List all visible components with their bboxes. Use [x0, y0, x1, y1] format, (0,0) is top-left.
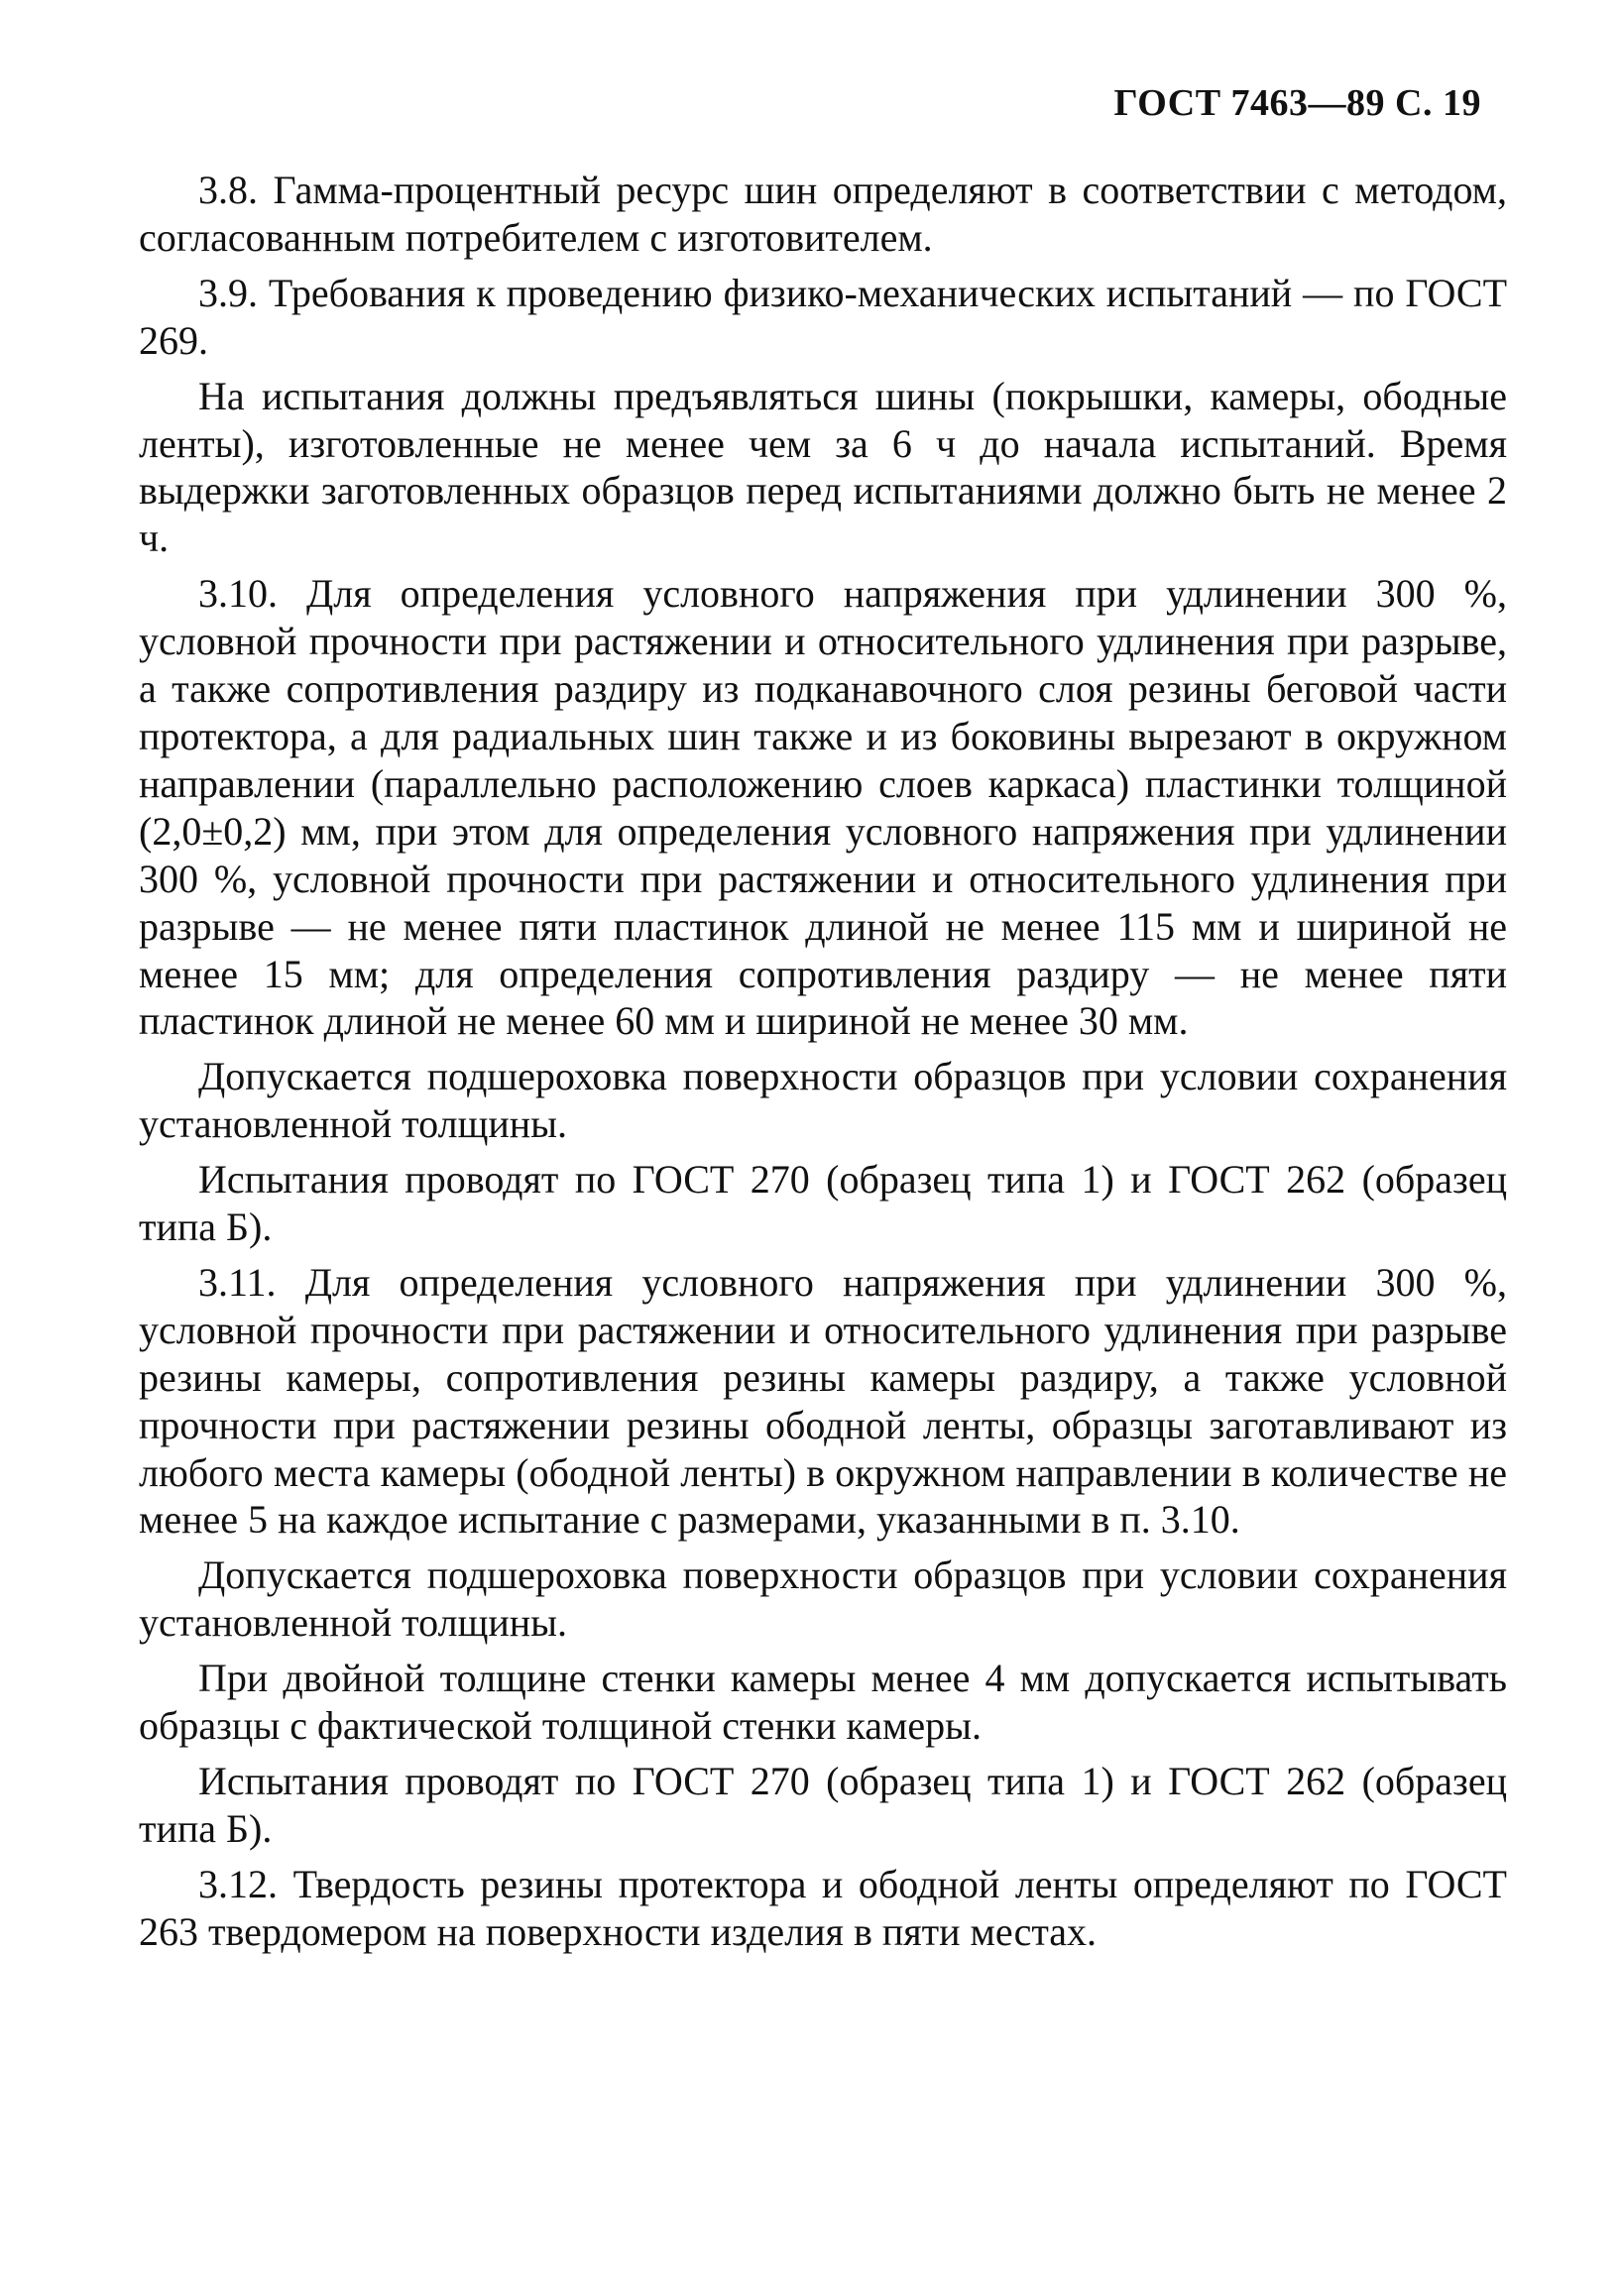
- paragraph-3-12: 3.12. Твердость резины протектора и ободной ленты определяют по ГОСТ 263 твердомером на поверхности изделия в пяти местах.: [139, 1861, 1507, 1954]
- paragraph-wall-thickness: При двойной толщине стенки камеры менее 4 мм допускается испытывать образцы с фактической толщиной стенки камеры.: [139, 1656, 1507, 1749]
- paragraph-tests-reference-2: Испытания проводят по ГОСТ 270 (образец типа 1) и ГОСТ 262 (образец типа Б).: [139, 1759, 1507, 1851]
- paragraph-tests-reference-1: Испытания проводят по ГОСТ 270 (образец типа 1) и ГОСТ 262 (образец типа Б).: [139, 1157, 1507, 1250]
- paragraph-roughening-1: Допускается подшероховка поверхности образцов при условии сохранения установленной толщины.: [139, 1054, 1507, 1147]
- paragraph-3-8: 3.8. Гамма-процентный ресурс шин определяют в соответствии с методом, согласованным потребителем с изготовителем.: [139, 168, 1507, 260]
- paragraph-3-9: 3.9. Требования к проведению физико-механических испытаний — по ГОСТ 269.: [139, 270, 1507, 363]
- paragraph-roughening-2: Допускается подшероховка поверхности образцов при условии сохранения установленной толщины.: [139, 1552, 1507, 1646]
- paragraph-samples-requirement: На испытания должны предъявляться шины (покрышки, камеры, ободные ленты), изготовленные не менее чем за 6 ч до начала испытаний. Время выдержки заготовленных образцов перед испытаниями должно быть не менее 2 ч.: [139, 373, 1507, 561]
- paragraph-3-11: 3.11. Для определения условного напряжения при удлинении 300 %, условной прочности при растяжении и относительного удлинения при разрыве резины камеры, сопротивления резины камеры раздиру, а также условной прочности при растяжении резины ободной ленты, образцы заготавливают из любого места камеры (ободной ленты) в окружном направлении в количестве не менее 5 на каждое испытание с размерами, указанными в п. 3.10.: [139, 1259, 1507, 1543]
- running-header: ГОСТ 7463—89 С. 19: [1113, 82, 1481, 124]
- document-body: [139, 167, 1507, 1964]
- paragraph-3-10: 3.10. Для определения условного напряжения при удлинении 300 %, условной прочности при растяжении и относительного удлинения при разрыве, а также сопротивления раздиру из подканавочного слоя резины беговой части протектора, а для радиальных шин также и из боковины вырезают в окружном направлении (параллельно расположению слоев каркаса) пластинки толщиной (2,0±0,2) мм, при этом для определения условного напряжения при удлинении 300 %, условной прочности при растяжении и относительного удлинения при разрыве — не менее пяти пластинок длиной не менее 115 мм и шириной не менее 15 мм; для определения сопротивления раздиру — не менее пяти пластинок длиной не менее 60 мм и шириной не менее 30 мм.: [139, 571, 1507, 1044]
